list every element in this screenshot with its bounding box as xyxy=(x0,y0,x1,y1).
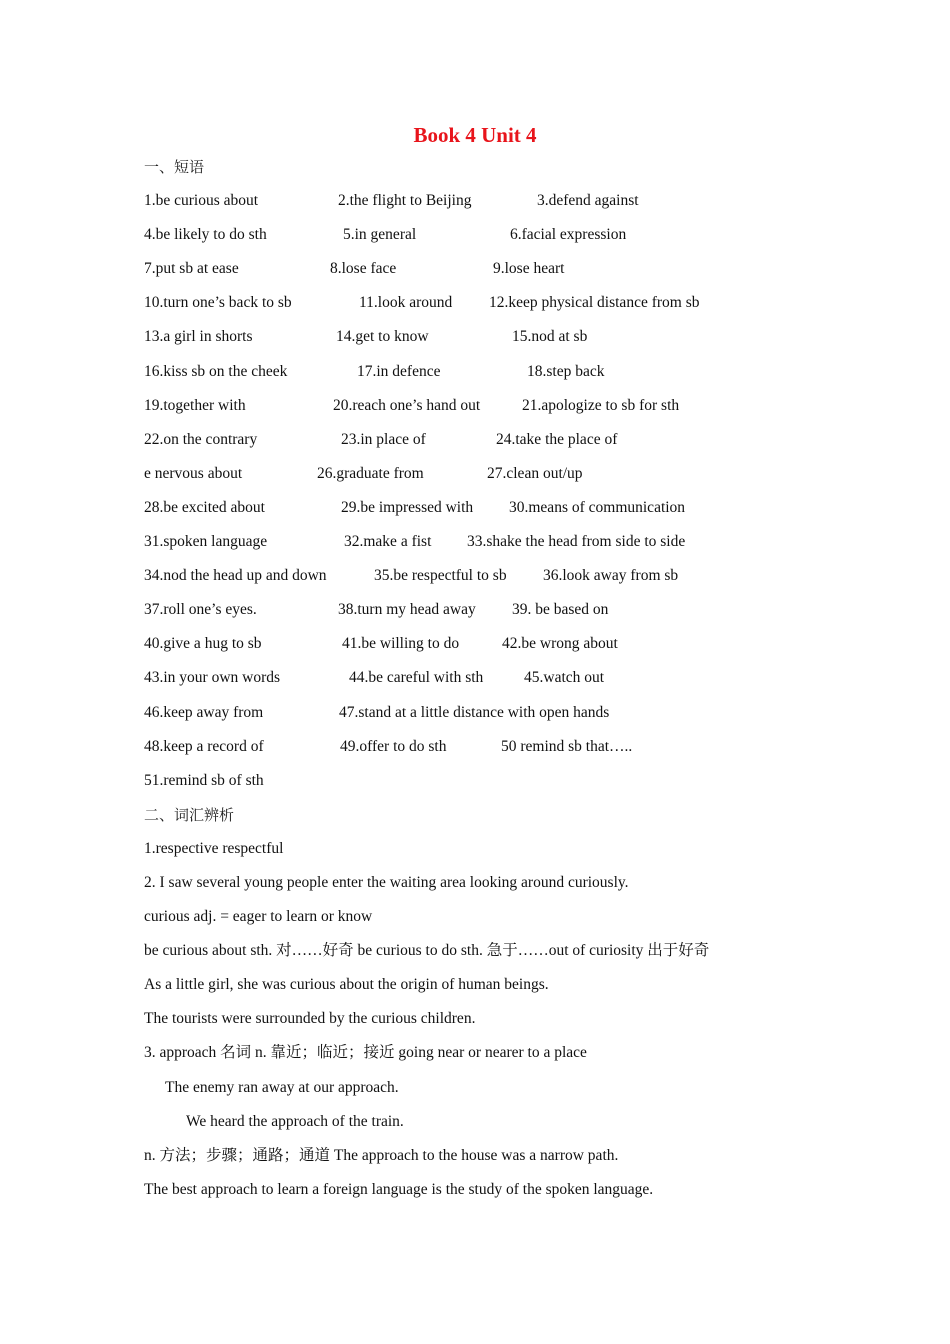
phrase-row xyxy=(144,355,864,389)
phrase-row xyxy=(144,389,864,423)
section-heading-phrases: 一、短语 xyxy=(144,158,205,176)
phrase-item: 44.be careful with sth xyxy=(349,669,484,687)
phrase-item: 30.means of communication xyxy=(509,498,686,516)
vocab-line: As a little girl, she was curious about the origin of human beings. xyxy=(144,976,549,994)
phrase-item: 1.be curious about xyxy=(144,192,259,210)
phrase-item: 7.put sb at ease xyxy=(144,260,239,278)
phrase-item: 39. be based on xyxy=(512,601,609,619)
phrase-item: 4.be likely to do sth xyxy=(144,226,267,244)
section-heading-vocabulary: 二、词汇辨析 xyxy=(144,805,235,824)
phrase-row xyxy=(144,764,864,798)
phrase-list xyxy=(144,184,864,798)
vocab-line: The tourists were surrounded by the curious children. xyxy=(144,1010,476,1028)
phrase-item: 31.spoken language xyxy=(144,533,268,551)
phrase-row xyxy=(144,457,864,491)
phrase-row xyxy=(144,423,864,457)
phrase-item: 14.get to know xyxy=(336,328,429,346)
phrase-item: 42.be wrong about xyxy=(502,635,618,653)
phrase-item: 29.be impressed with xyxy=(341,498,474,516)
phrase-item: 40.give a hug to sb xyxy=(144,635,262,653)
phrase-row xyxy=(144,218,864,252)
phrase-item: 12.keep physical distance from sb xyxy=(489,294,700,312)
phrase-item: 35.be respectful to sb xyxy=(374,567,507,585)
vocab-line: 1.respective respectful xyxy=(144,839,284,857)
phrase-item: 15.nod at sb xyxy=(512,328,588,346)
phrase-item: 37.roll one’s eyes. xyxy=(144,601,257,619)
vocab-example: We heard the approach of the train. xyxy=(186,1112,404,1130)
phrase-item: 47.stand at a little distance with open hands xyxy=(339,703,610,721)
phrase-item: 6.facial expression xyxy=(510,226,627,244)
phrase-item: 49.offer to do sth xyxy=(340,737,447,755)
vocab-line: 2. I saw several young people enter the waiting area looking around curiously. xyxy=(144,873,629,891)
phrase-row xyxy=(144,593,864,627)
phrase-item: 51.remind sb of sth xyxy=(144,771,264,789)
phrase-row xyxy=(144,661,864,695)
phrase-item: 10.turn one’s back to sb xyxy=(144,294,292,312)
phrase-row xyxy=(144,252,864,286)
phrase-item: 36.look away from sb xyxy=(543,567,679,585)
phrase-item: 46.keep away from xyxy=(144,703,264,721)
phrase-item: 8.lose face xyxy=(330,260,397,278)
phrase-item: 32.make a fist xyxy=(344,533,432,551)
phrase-item: 48.keep a record of xyxy=(144,737,264,755)
phrase-row xyxy=(144,320,864,354)
phrase-row xyxy=(144,559,864,593)
phrase-item: 50 remind sb that….. xyxy=(501,737,633,755)
phrase-item: 5.in general xyxy=(343,226,417,244)
phrase-item: 19.together with xyxy=(144,396,246,414)
phrase-item: 22.on the contrary xyxy=(144,430,258,448)
vocab-example: The enemy ran away at our approach. xyxy=(165,1078,399,1096)
phrase-item: 26.graduate from xyxy=(317,464,424,482)
vocab-line: curious adj. = eager to learn or know xyxy=(144,908,373,926)
phrase-row xyxy=(144,730,864,764)
phrase-item: 11.look around xyxy=(359,294,453,312)
vocab-line: be curious about sth. 对……好奇 be curious to do sth. 急于……out of curiosity 出于好奇 xyxy=(144,942,710,960)
phrase-item: 23.in place of xyxy=(341,430,426,448)
phrase-item: 28.be excited about xyxy=(144,498,265,516)
phrase-item: 21.apologize to sb for sth xyxy=(522,396,680,414)
phrase-item: 33.shake the head from side to side xyxy=(467,533,686,551)
phrase-item: 24.take the place of xyxy=(496,430,618,448)
vocab-line: 3. approach 名词 n. 靠近；临近；接近 going near or nearer to a place xyxy=(144,1044,587,1062)
phrase-item: 41.be willing to do xyxy=(342,635,460,653)
phrase-row xyxy=(144,627,864,661)
phrase-item: 9.lose heart xyxy=(493,260,565,278)
phrase-item: 34.nod the head up and down xyxy=(144,567,327,585)
phrase-row xyxy=(144,286,864,320)
phrase-item: 45.watch out xyxy=(524,669,605,687)
phrase-row xyxy=(144,491,864,525)
phrase-item: 16.kiss sb on the cheek xyxy=(144,362,288,380)
phrase-item: 27.clean out/up xyxy=(487,464,583,482)
phrase-item: 20.reach one’s hand out xyxy=(333,396,481,414)
phrase-item: 3.defend against xyxy=(537,192,639,210)
phrase-row xyxy=(144,696,864,730)
phrase-row xyxy=(144,525,864,559)
phrase-item: 43.in your own words xyxy=(144,669,281,687)
phrase-item: 17.in defence xyxy=(357,362,441,380)
phrase-item: 38.turn my head away xyxy=(338,601,476,619)
phrase-item: 18.step back xyxy=(527,362,605,380)
phrase-item: 2.the flight to Beijing xyxy=(338,192,472,210)
phrase-row xyxy=(144,184,864,218)
vocab-line: The best approach to learn a foreign language is the study of the spoken language. xyxy=(144,1180,654,1198)
document-title: Book 4 Unit 4 xyxy=(413,123,537,147)
document-body xyxy=(144,150,864,1207)
phrase-item: 13.a girl in shorts xyxy=(144,328,253,346)
phrase-item: e nervous about xyxy=(144,464,243,482)
vocab-line: n. 方法；步骤；通路；通道 The approach to the house was a narrow path. xyxy=(144,1146,619,1164)
